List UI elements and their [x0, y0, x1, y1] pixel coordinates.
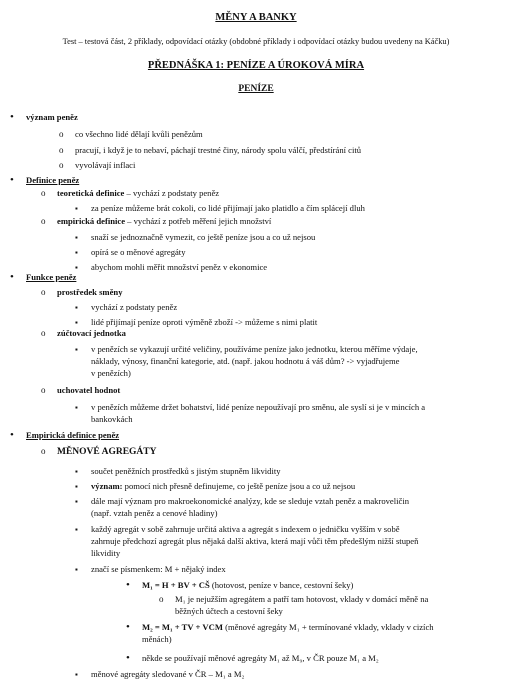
list-item — [175, 594, 498, 605]
list-item — [57, 216, 498, 227]
list-item-text: za peníze můžeme brát cokoli, co lidé přijímají jako platidlo a čím splácejí dluh — [91, 203, 365, 213]
bullet-icon — [75, 247, 78, 258]
bullet-icon — [159, 594, 164, 605]
list-item — [26, 272, 498, 283]
bullet-icon — [75, 302, 78, 313]
bullet-icon — [75, 317, 78, 328]
list-item-text: Funkce peněz — [26, 272, 77, 282]
bullet-icon — [10, 175, 14, 186]
list-item-text: opírá se o měnové agregáty — [91, 247, 186, 257]
list-item-text: každý agregát v sobě zahrnuje určitá aktiva a agregát s indexem o jedničku vyšším v sobě — [91, 524, 400, 534]
list-item-text: značí se písmenkem: M + nějaký index — [91, 564, 226, 574]
list-item-text: likvidity — [91, 548, 121, 558]
list-item — [57, 385, 498, 396]
bullet-icon — [41, 188, 46, 199]
bullet-icon — [41, 216, 46, 227]
bullet-icon — [10, 112, 14, 123]
list-item — [75, 145, 498, 156]
list-item-text: lidé přijímají peníze oproti výměně zboží -> můžeme s nimi platit — [91, 317, 318, 327]
list-item — [91, 402, 498, 413]
list-item-text: (hotovost, peníze v bance, cestovní šeky) — [209, 580, 354, 590]
list-item-text: součet peněžních prostředků s jistým stupněm likvidity — [91, 466, 281, 476]
list-item — [91, 548, 498, 559]
list-item-text: význam peněz — [26, 112, 78, 122]
list-item-text: prostředek směny — [57, 287, 123, 297]
list-item — [57, 287, 498, 298]
list-item — [75, 129, 498, 140]
bullet-icon — [75, 203, 78, 214]
bullet-icon — [75, 564, 78, 575]
list-item-text: náklady, výnosy, finanční kategorie, atd. (např. jakou hodnotu á váš dům? -> vyjadřujeme — [91, 356, 400, 366]
list-item — [142, 622, 498, 633]
bullet-icon — [75, 344, 78, 355]
list-item — [91, 496, 498, 507]
list-item — [91, 508, 498, 519]
list-item-text: zahrnuje předchozí agregát plus nějaká další aktiva, která mají vůči těm předešlým nižší stupeň — [91, 536, 419, 546]
list-item — [91, 247, 498, 258]
bullet-icon — [75, 466, 78, 477]
list-item — [91, 564, 498, 575]
list-item — [57, 328, 498, 339]
list-item-text: (měnové agregáty M₁ + termínované vklady, vklady v cizích — [222, 622, 434, 632]
list-item-text: abychom mohli měřit množství peněz v ekonomice — [91, 262, 268, 272]
list-item-text: v penězích můžeme držet bohatství, lidé peníze nepoužívají pro směnu, ale syslí si je v mincích a — [91, 402, 426, 412]
bullet-icon — [41, 287, 46, 298]
list-item — [175, 606, 498, 617]
bullet-icon — [41, 328, 46, 339]
list-item-lead: teoretická definice — [57, 188, 125, 198]
list-item-text: snaží se jednoznačně vymezit, co ještě peníze jsou a co už nejsou — [91, 232, 316, 242]
list-item — [91, 203, 498, 214]
list-item — [91, 317, 498, 328]
intro-text: Test – testová část, 2 příklady, odpovídací otázky (obdobné příklady i odpovídací otázky budou uvedeny na Káčku) — [62, 37, 450, 46]
bullet-icon — [59, 160, 64, 171]
bullet-icon — [75, 669, 78, 680]
list-item-lead: M₁ = H + BV + CŠ — [142, 580, 210, 590]
list-item — [91, 536, 498, 547]
list-item-text: uchovatel hodnot — [57, 385, 121, 395]
bullet-icon — [75, 402, 78, 413]
list-item — [91, 466, 498, 477]
document-title: MĚNY A BANKY — [215, 12, 297, 23]
bullet-icon — [75, 481, 78, 492]
list-item — [91, 356, 498, 367]
list-item — [26, 430, 498, 441]
bullet-icon — [59, 129, 64, 140]
list-item-text: Definice peněz — [26, 175, 80, 185]
list-item — [91, 368, 498, 379]
list-item — [91, 344, 498, 355]
list-item — [75, 160, 498, 171]
list-item — [57, 188, 498, 199]
list-item — [91, 669, 498, 680]
bullet-icon — [75, 496, 78, 507]
list-item-text: zúčtovací jednotka — [57, 328, 126, 338]
list-item — [26, 175, 498, 186]
list-item-text: vychází z podstaty peněz — [91, 302, 178, 312]
bullet-icon — [59, 145, 64, 156]
section-title: PENÍZE — [238, 84, 274, 94]
list-item-text: měnové agregáty sledované v ČR – M₁ a M₂ — [91, 669, 245, 679]
bullet-icon — [126, 622, 130, 633]
list-item-lead: význam: — [91, 481, 123, 491]
list-item — [91, 414, 498, 425]
list-item-text: dále mají význam pro makroekonomické analýzy, kde se sleduje vztah peněz a makroveličin — [91, 496, 410, 506]
list-item — [91, 302, 498, 313]
list-item-text: bankovkách — [91, 414, 133, 424]
list-item-text: měnách) — [142, 634, 172, 644]
list-item — [142, 580, 498, 591]
bullet-icon — [75, 232, 78, 243]
lecture-title: PŘEDNÁŠKA 1: PENÍZE A ÚROKOVÁ MÍRA — [147, 60, 365, 71]
bullet-icon — [126, 580, 130, 591]
bullet-icon — [10, 430, 14, 441]
list-item — [91, 232, 498, 243]
bullet-icon — [41, 446, 46, 457]
list-item — [142, 634, 498, 645]
bullet-icon — [41, 385, 46, 396]
list-item — [142, 653, 498, 664]
list-item-text: v penězích se vykazují určité veličiny, používáme peníze jako jednotku, kterou měříme výdaje, — [91, 344, 418, 354]
list-item-text: (např. vztah peněz a cenové hladiny) — [91, 508, 218, 518]
list-item-lead: empirická definice — [57, 216, 126, 226]
list-item-text: co všechno lidé dělají kvůli penězům — [75, 129, 203, 139]
list-item-text: vyvolávají inflaci — [75, 160, 136, 170]
list-item-text: – vychází z potřeb měření jejich množství — [125, 216, 272, 226]
list-item-text: M₁ je nejužším agregátem a patří tam hotovost, vklady v domácí měně na — [175, 594, 429, 604]
list-item-text: pracují, i když je to nebaví, páchají trestné činy, národy spolu válčí, předstírání citů — [75, 145, 362, 155]
list-item-text: MĚNOVÉ AGREGÁTY — [57, 447, 157, 457]
list-item-text: pomocí nich přesně definujeme, co ještě peníze jsou a co už nejsou — [122, 481, 356, 491]
list-item — [91, 481, 498, 492]
list-item-lead: M₂ = M₁ + TV + VCM — [142, 622, 223, 632]
bullet-icon — [75, 524, 78, 535]
list-item — [26, 112, 498, 123]
list-item-text: – vychází z podstaty peněz — [124, 188, 220, 198]
list-item-text: Empirická definice peněz — [26, 430, 120, 440]
bullet-icon — [126, 653, 130, 664]
list-item — [57, 446, 498, 458]
list-item — [91, 524, 498, 535]
list-item-text: v penězích) — [91, 368, 131, 378]
list-item-text: někde se používají měnové agregáty M₁ až M₉, v ČR pouze M₁ a M₂ — [142, 653, 379, 663]
list-item-text: běžných účtech a cestovní šeky — [175, 606, 283, 616]
bullet-icon — [10, 272, 14, 283]
